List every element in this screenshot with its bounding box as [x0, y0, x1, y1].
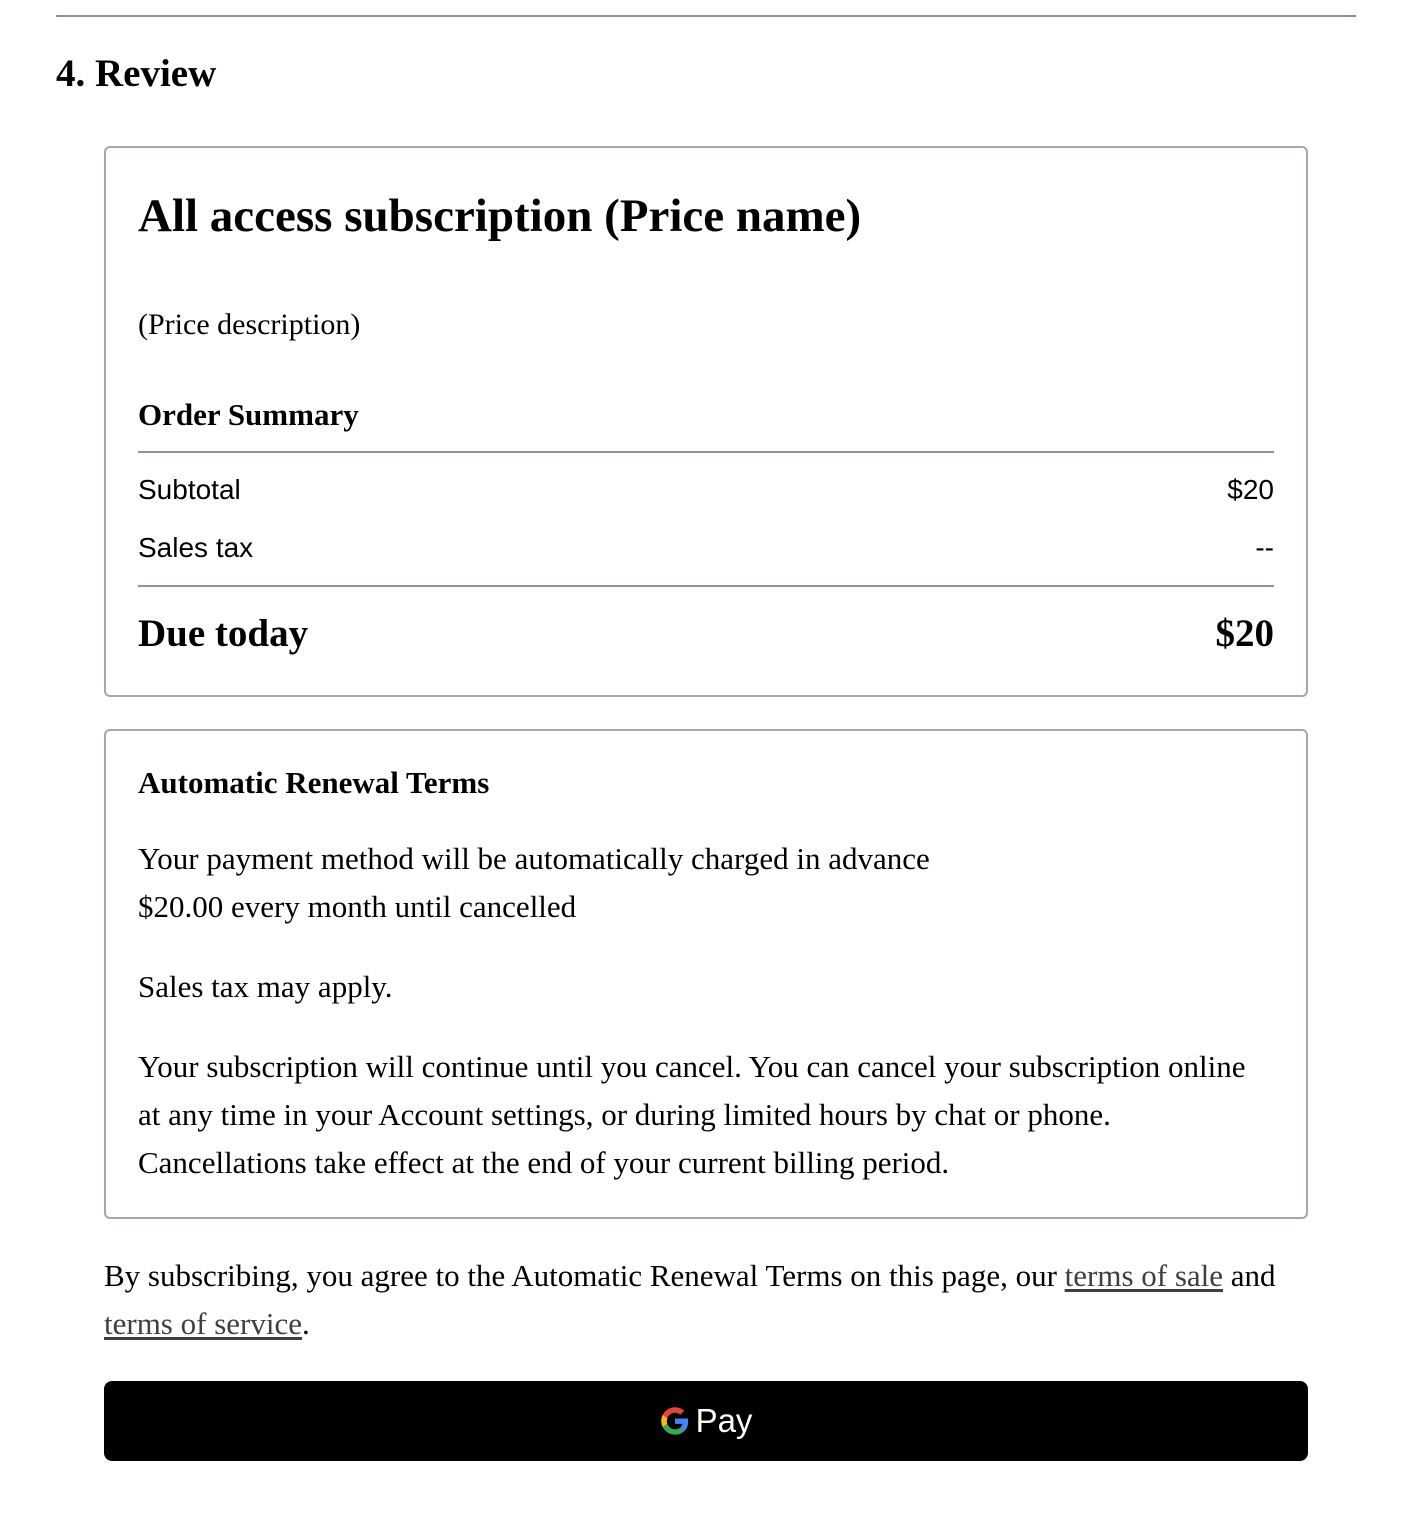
renewal-cancel-note: Your subscription will continue until you cancel. You can cancel your subscription online at any time in your Account settings, or during limited hours by chat or phone. Cancellations take effect at the end of your current billing period. [138, 1049, 1246, 1180]
agreement-middle: and [1223, 1258, 1276, 1293]
google-pay-label: Pay [695, 1402, 753, 1439]
renewal-charge-text [138, 835, 1274, 931]
agreement-text [104, 1252, 1308, 1348]
agreement-prefix: By subscribing, you agree to the Automatic Renewal Terms on this page, our [104, 1258, 1065, 1293]
section-title: 4. Review [56, 52, 217, 95]
section-divider [56, 15, 1356, 17]
renewal-charge-line-2: $20.00 every month until cancelled [138, 889, 577, 924]
plan-description: (Price description) [138, 308, 361, 341]
order-summary-heading: Order Summary [138, 397, 359, 432]
due-today-row [138, 610, 1274, 658]
due-today-label: Due today [138, 612, 309, 655]
subtotal-label: Subtotal [138, 474, 241, 505]
sales-tax-row [138, 530, 1274, 566]
plan-name: All access subscription (Price name) [138, 190, 862, 242]
sales-tax-value: -- [1255, 532, 1274, 563]
terms-of-service-link[interactable]: terms of service [104, 1306, 302, 1341]
agreement-suffix: . [301, 1306, 310, 1341]
renewal-terms-heading: Automatic Renewal Terms [138, 765, 490, 800]
renewal-charge-line-1: Your payment method will be automatically charged in advance [138, 841, 930, 876]
summary-divider-bottom [138, 585, 1274, 587]
sales-tax-label: Sales tax [138, 532, 254, 563]
subtotal-value: $20 [1227, 474, 1274, 505]
summary-divider-top [138, 451, 1274, 453]
renewal-tax-note: Sales tax may apply. [138, 969, 393, 1004]
plan-summary-card [104, 146, 1308, 697]
due-today-value: $20 [1215, 612, 1274, 655]
subtotal-row [138, 472, 1274, 508]
terms-of-sale-link[interactable]: terms of sale [1064, 1258, 1224, 1293]
google-pay-button[interactable] [104, 1381, 1308, 1461]
google-g-icon [660, 1406, 690, 1436]
renewal-terms-card [104, 729, 1308, 1219]
